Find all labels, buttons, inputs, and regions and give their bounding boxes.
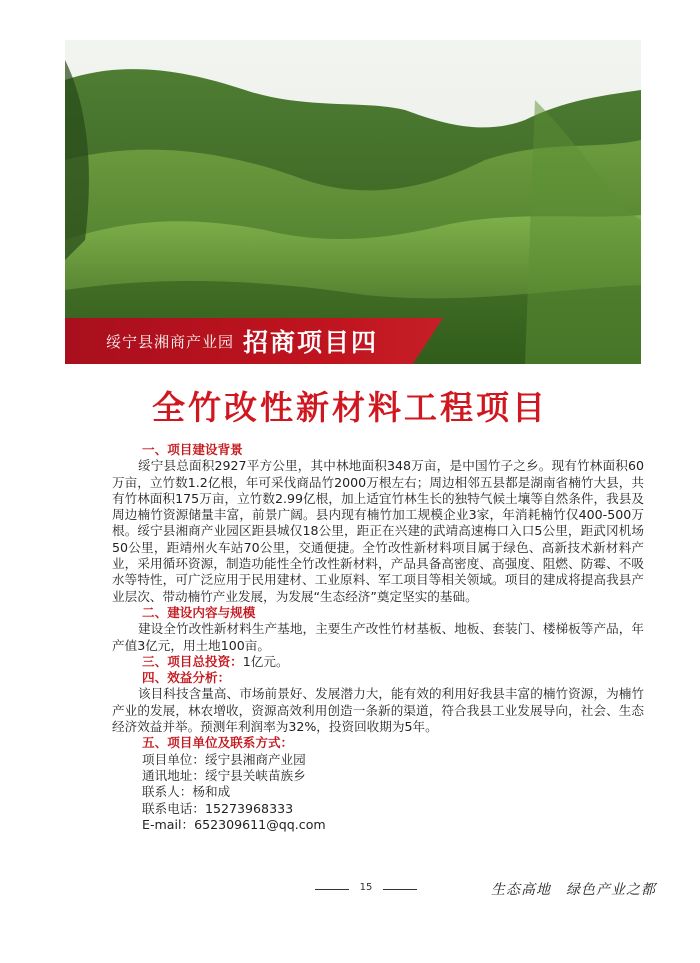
banner-title: 招商项目四	[243, 328, 379, 357]
footer-rule-right	[383, 889, 417, 890]
section-text-scope: 建设全竹改性新材料生产基地，主要生产改性竹材基板、地板、套装门、楼梯板等产品，年产值3亿元，用土地100亩。	[112, 621, 644, 653]
contact-unit: 项目单位：绥宁县湘商产业园	[142, 751, 306, 767]
section-heading-background: 一、项目建设背景	[142, 442, 243, 457]
hero-forest-image	[65, 40, 641, 364]
footer-rule-left	[315, 889, 349, 890]
section-text-benefit: 该目科技含量高、市场前景好、发展潜力大，能有效的利用好我县丰富的楠竹资源，为楠竹产业的发展，林农增收，资源高效利用创造一条新的渠道，符合我县工业发展导向，社会、生态经济效益并举。预测年利润率为32%，投资回收期为5年。	[112, 686, 644, 735]
section-heading-scope: 二、建设内容与规模	[142, 604, 256, 620]
section-heading-benefit: 四、效益分析：	[142, 670, 231, 686]
contact-person: 联系人：杨和成	[142, 784, 231, 800]
footer-slogan: 生态高地 绿色产业之都	[491, 882, 656, 898]
section-heading-contact: 五、项目单位及联系方式：	[142, 735, 294, 751]
contact-email: E-mail：652309611@qq.com	[142, 816, 326, 832]
section-text-background: 绥宁县总面积2927平方公里，其中林地面积348万亩，是中国竹子之乡。现有竹林面积60万亩，立竹数1.2亿根，年可采伐商品竹2000万根左右；周边相邻五县都是湖南省楠竹大县，共有竹林面积175万亩，立竹数2.99亿根，加上适宜竹林生长的独特气候土壤等自然条件，我县及周边楠竹资源储量丰富，前景广阔。县内现有楠竹加工规模企业3家，年消耗楠竹仅400-500万根。绥宁县湘商产业园区距县城仅18公里，距正在兴建的武靖高速梅口入口5公里，距武冈机场50公里，距靖州火车站70公里，交通便捷。全竹改性新材料项目属于绿色、高新技术新材料产业，采用循环资源，制造功能性全竹改性新材料，产品具备高密度、高强度、阻燃、防霉、不吸水等特性，可广泛应用于民用建材、工业原料、军工项目等相关领域。项目的建成将提高我县产业层次、带动楠竹产业发展，为发展“生态经济”奠定坚实的基础。	[112, 458, 644, 604]
project-title: 全竹改性新材料工程项目	[152, 388, 548, 427]
contact-address: 通讯地址：绥宁县关峡苗族乡	[142, 767, 306, 783]
section-heading-investment: 三、项目总投资：	[142, 653, 243, 669]
page-number: 15	[359, 882, 373, 893]
contact-phone: 联系电话：15273968333	[142, 800, 294, 816]
banner-subtitle: 绥宁县湘商产业园	[106, 333, 235, 351]
project-content	[112, 442, 644, 833]
investment-value: 1亿元。	[242, 653, 289, 669]
section-investment	[112, 654, 644, 670]
